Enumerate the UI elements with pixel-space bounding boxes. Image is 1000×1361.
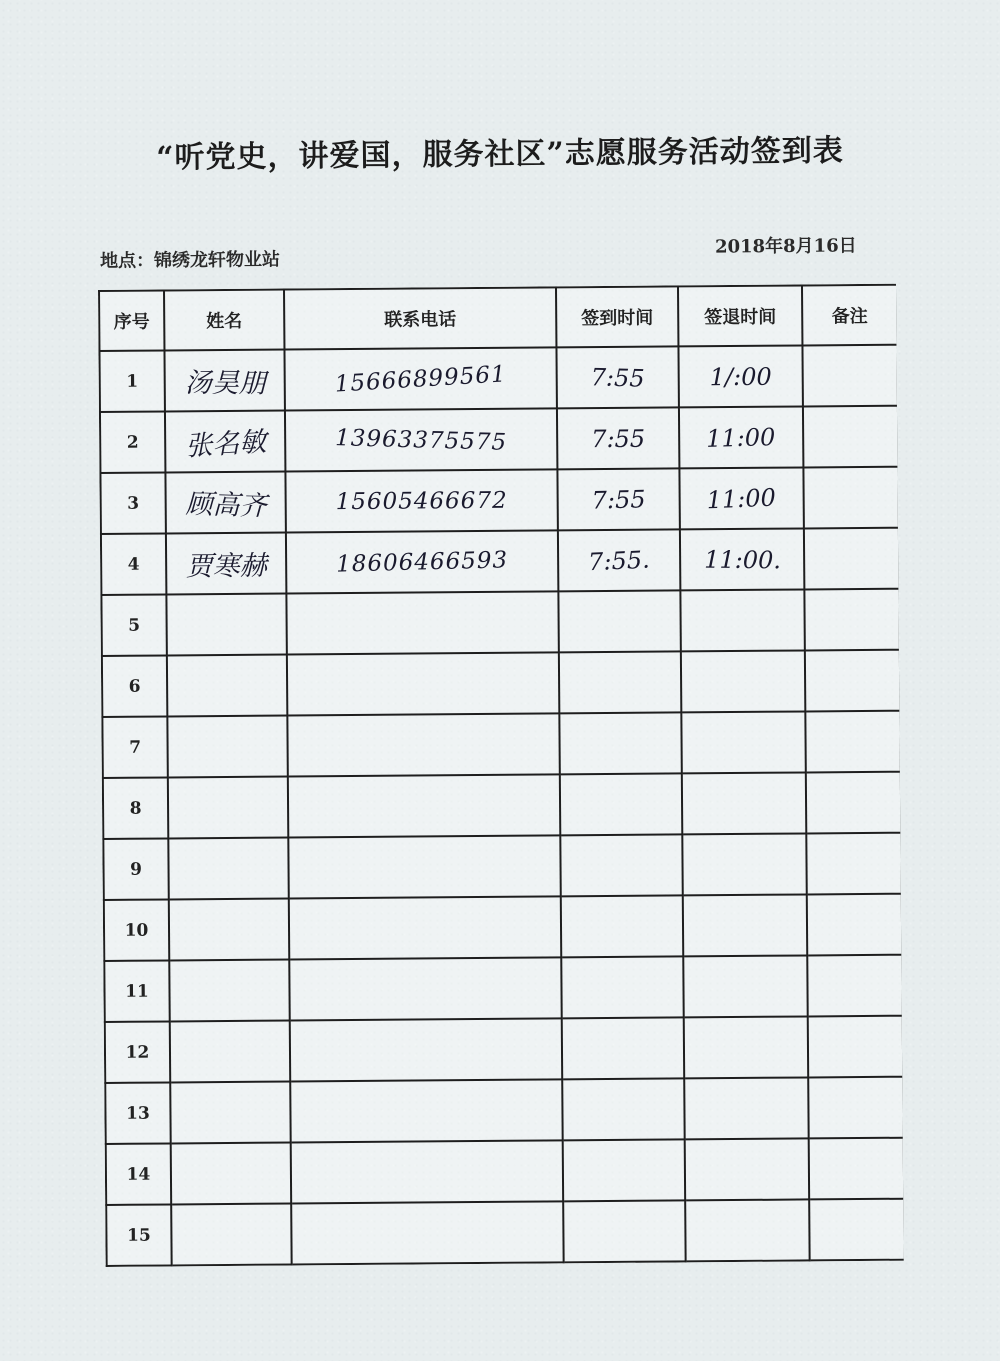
row-sign-out-time: 11:00	[706, 422, 777, 453]
signin-table-wrapper	[98, 284, 904, 1267]
header-sign-in-time: 签到时间	[556, 286, 678, 347]
location-line	[100, 245, 280, 273]
table-row	[101, 589, 899, 656]
row-index-cell: 13	[105, 1082, 170, 1144]
row-index-cell: 14	[106, 1143, 171, 1205]
row-phone-cell	[288, 774, 560, 837]
row-sign-out-time-cell	[685, 1199, 809, 1261]
row-note-cell	[803, 406, 898, 468]
row-note-cell	[805, 711, 900, 773]
row-name-cell	[168, 838, 288, 900]
row-sign-out-time-cell	[682, 833, 806, 895]
row-phone: 15666899561	[334, 360, 508, 398]
table-row	[102, 711, 900, 778]
row-sign-in-time-cell	[562, 1078, 684, 1140]
row-sign-out-time-cell	[680, 528, 804, 590]
row-sign-out-time-cell	[682, 772, 806, 834]
row-sign-out-time-cell	[679, 467, 803, 529]
row-index-cell: 9	[103, 838, 168, 900]
row-sign-in-time-cell	[558, 529, 680, 591]
row-phone-cell	[284, 347, 556, 410]
row-sign-in-time-cell	[560, 834, 682, 896]
row-phone: 13963375575	[334, 424, 508, 456]
row-name: 汤昊朋	[184, 367, 266, 400]
row-name-cell	[166, 533, 286, 595]
row-index-cell: 11	[104, 960, 169, 1022]
location-label: 地点：	[99, 250, 155, 272]
row-phone-cell	[286, 530, 558, 593]
row-sign-in-time-cell	[556, 346, 678, 408]
row-sign-in-time-cell	[561, 956, 683, 1018]
row-sign-out-time-cell	[684, 1077, 808, 1139]
table-row	[102, 650, 900, 717]
row-sign-in-time-cell	[557, 468, 679, 530]
table-row	[99, 345, 897, 412]
header-sign-out-time: 签退时间	[678, 285, 802, 346]
row-sign-out-time-cell	[681, 650, 805, 712]
table-header-row	[99, 285, 897, 351]
row-index-cell: 10	[104, 899, 169, 961]
row-index-cell: 2	[100, 411, 165, 473]
row-note-cell	[806, 772, 901, 834]
row-name-cell	[168, 777, 288, 839]
row-note-cell	[802, 345, 897, 407]
row-sign-in-time: 7:55	[591, 424, 646, 453]
row-note-cell	[804, 528, 899, 590]
row-index-cell: 5	[101, 594, 166, 656]
row-name: 张名敏	[184, 426, 267, 463]
row-note-cell	[807, 894, 902, 956]
location-value: 锦绣龙轩物业站	[153, 249, 281, 272]
row-name-cell	[171, 1204, 291, 1266]
row-note-cell	[808, 1077, 903, 1139]
row-sign-out-time-cell	[683, 955, 807, 1017]
row-phone-cell	[285, 408, 557, 471]
row-note-cell	[805, 650, 900, 712]
row-sign-in-time: 7:55	[590, 362, 646, 393]
row-sign-in-time-cell	[563, 1200, 685, 1262]
row-index-cell: 15	[106, 1204, 171, 1266]
table-row	[105, 1016, 903, 1083]
row-note-cell	[809, 1138, 904, 1200]
row-sign-in-time-cell	[560, 773, 682, 835]
row-phone-cell	[287, 652, 559, 715]
row-sign-in-time-cell	[562, 1017, 684, 1079]
table-row	[100, 467, 898, 534]
row-phone: 15605466672	[335, 487, 508, 515]
row-note-cell	[806, 833, 901, 895]
row-note-cell	[809, 1199, 903, 1261]
row-index-cell: 12	[105, 1021, 170, 1083]
document-date: 2018年8月16日	[715, 235, 858, 258]
row-sign-out-time: 11:00	[706, 482, 777, 514]
header-name: 姓名	[164, 290, 284, 351]
row-phone-cell	[285, 469, 557, 532]
table-row	[100, 406, 898, 473]
row-phone-cell	[289, 957, 561, 1020]
signin-table	[98, 284, 904, 1267]
row-note-cell	[807, 955, 902, 1017]
header-note: 备注	[802, 285, 897, 346]
row-phone-cell	[286, 591, 558, 654]
row-sign-out-time: 11:00.	[703, 545, 781, 574]
row-note-cell	[808, 1016, 903, 1078]
row-sign-out-time-cell	[684, 1016, 808, 1078]
row-sign-in-time-cell	[563, 1139, 685, 1201]
table-body	[99, 345, 903, 1266]
row-sign-in-time: 7:55.	[587, 545, 651, 576]
table-row	[101, 528, 899, 595]
table-row	[106, 1199, 903, 1266]
row-name-cell	[167, 716, 287, 778]
row-phone-cell	[291, 1140, 563, 1203]
row-index-cell: 4	[101, 533, 166, 595]
row-sign-in-time-cell	[557, 407, 679, 469]
row-note-cell	[803, 467, 898, 529]
row-name-cell	[169, 899, 289, 961]
row-sign-out-time: 1/:00	[709, 362, 772, 391]
row-name: 顾高齐	[184, 488, 267, 523]
row-phone-cell	[290, 1018, 562, 1081]
row-index-cell: 8	[103, 777, 168, 839]
row-sign-out-time-cell	[685, 1138, 809, 1200]
document-title: “听党史，讲爱国，服务社区”志愿服务活动签到表	[156, 133, 844, 176]
row-phone-cell	[289, 896, 561, 959]
row-index-cell: 1	[99, 350, 164, 412]
row-index-cell: 6	[102, 655, 167, 717]
row-name-cell	[170, 1082, 290, 1144]
row-name-cell	[165, 411, 285, 473]
row-sign-in-time-cell	[561, 895, 683, 957]
row-phone: 18606466593	[335, 546, 509, 578]
row-sign-out-time-cell	[678, 345, 802, 407]
row-note-cell	[804, 589, 899, 651]
row-phone-cell	[290, 1079, 562, 1142]
row-name-cell	[166, 594, 286, 656]
table-row	[103, 833, 901, 900]
row-phone-cell	[287, 713, 559, 776]
header-index: 序号	[99, 290, 164, 351]
row-name-cell	[169, 960, 289, 1022]
row-phone-cell	[288, 835, 560, 898]
row-sign-out-time-cell	[681, 711, 805, 773]
row-name-cell	[170, 1021, 290, 1083]
row-sign-in-time-cell	[559, 651, 681, 713]
row-sign-in-time: 7:55	[591, 484, 646, 515]
header-phone: 联系电话	[284, 287, 556, 349]
table-row	[104, 894, 902, 961]
row-sign-out-time-cell	[683, 894, 807, 956]
table-row	[105, 1077, 903, 1144]
row-name-cell	[171, 1143, 291, 1205]
row-name-cell	[165, 472, 285, 534]
row-phone-cell	[291, 1201, 563, 1264]
row-sign-out-time-cell	[680, 589, 804, 651]
row-sign-in-time-cell	[559, 712, 681, 774]
table-row	[104, 955, 902, 1022]
row-sign-out-time-cell	[679, 406, 803, 468]
row-name-cell	[167, 655, 287, 717]
row-name: 贾寒赫	[185, 550, 267, 583]
row-index-cell: 7	[102, 716, 167, 778]
row-sign-in-time-cell	[558, 590, 680, 652]
row-name-cell	[164, 350, 284, 412]
table-row	[103, 772, 901, 839]
row-index-cell: 3	[100, 472, 165, 534]
table-row	[106, 1138, 904, 1205]
